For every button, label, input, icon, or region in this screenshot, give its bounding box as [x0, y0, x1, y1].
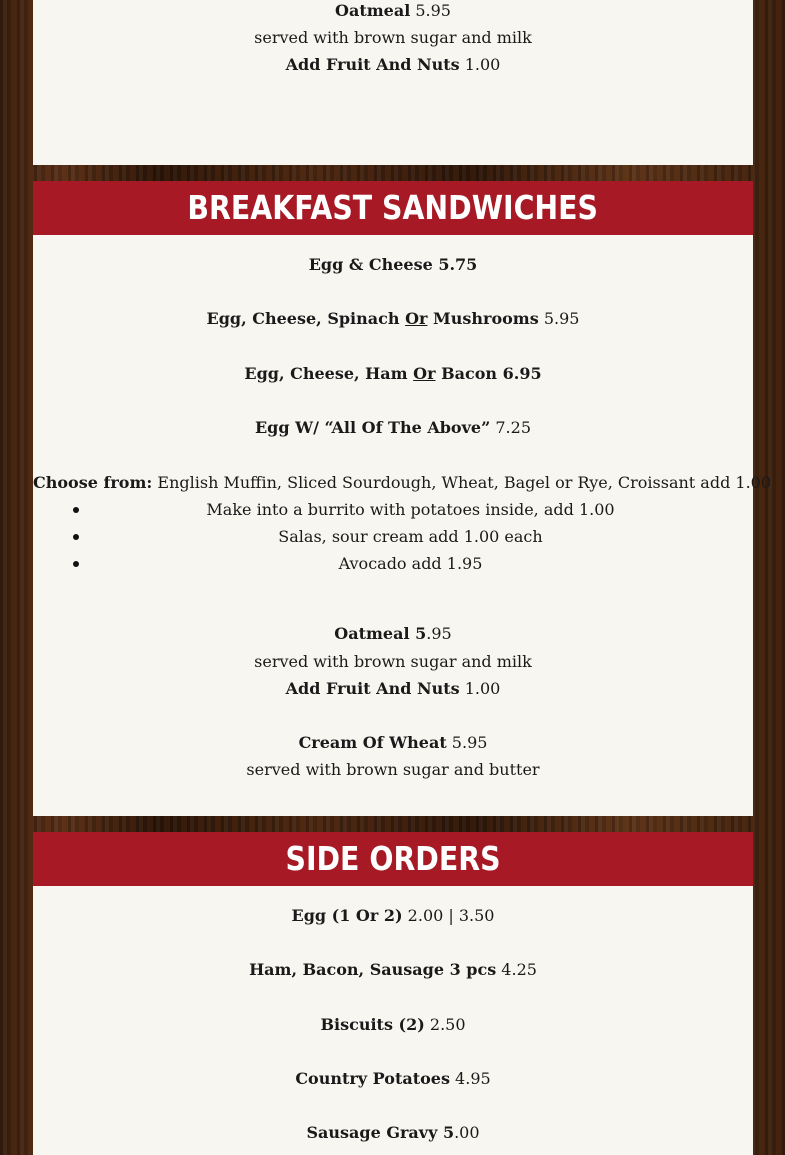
section-header-side-orders: [33, 832, 753, 886]
item-name: Ham, Bacon, Sausage 3 pcs: [249, 960, 497, 979]
item-price: 1.00: [464, 679, 501, 698]
item-name: Egg (1 Or 2): [291, 906, 403, 925]
menu-item-add-fruit: [33, 55, 753, 75]
section-title: SIDE ORDERS: [285, 839, 501, 878]
section-title: BREAKFAST SANDWICHES: [187, 188, 599, 227]
menu-item-biscuits: [33, 1015, 753, 1035]
item-price: .00: [454, 1123, 480, 1142]
breakfast-sandwiches-panel: [33, 235, 772, 816]
item-name-part: Bacon 6.95: [435, 364, 542, 383]
menu-item-egg-cheese: Egg & Cheese 5.75: [308, 255, 478, 274]
item-price: 2.00 | 3.50: [407, 906, 495, 925]
item-price: 4.25: [501, 960, 537, 979]
item-name: Oatmeal 5: [334, 624, 427, 643]
item-description: served with brown sugar and butter: [246, 760, 540, 779]
item-name: Country Potatoes: [295, 1069, 450, 1088]
item-price: 1.00: [464, 55, 501, 74]
item-name-or: Or: [405, 309, 428, 328]
menu-item-oatmeal: [33, 624, 753, 644]
item-price: 5.95: [451, 733, 488, 752]
item-name: Sausage Gravy 5: [306, 1123, 455, 1142]
item-name: Add Fruit And Nuts: [285, 679, 460, 698]
list-item-text: Salas, sour cream add 1.00 each: [278, 527, 543, 546]
section-header-breakfast-sandwiches: [33, 181, 753, 235]
item-price: 7.25: [495, 418, 531, 437]
side-orders-panel: [33, 886, 753, 1155]
item-price: .95: [426, 624, 452, 643]
bullet-icon: [73, 561, 79, 567]
menu-item-meats: [33, 960, 753, 980]
menu-item-sausage-gravy: [33, 1123, 753, 1143]
choose-label: Choose from:: [33, 473, 153, 492]
menu-item-egg-cheese-spinach: [33, 309, 753, 329]
item-name: Add Fruit And Nuts: [285, 55, 460, 74]
item-price: 5.95: [415, 1, 451, 20]
item-price: 5.95: [543, 309, 580, 328]
menu-item-egg-all: [33, 418, 753, 438]
item-name: Egg W/ “All Of The Above”: [254, 418, 491, 437]
item-name-part: Egg, Cheese, Spinach: [206, 309, 406, 328]
item-name-part: Mushrooms: [427, 309, 539, 328]
item-description: served with brown sugar and milk: [254, 652, 532, 671]
bullet-icon: [73, 534, 79, 540]
choose-text: English Muffin, Sliced Sourdough, Wheat, Bagel or Rye, Croissant add 1.00: [157, 473, 772, 492]
menu-item-cream-of-wheat: [33, 733, 753, 753]
item-price: 4.95: [455, 1069, 491, 1088]
hot-cereal-panel: [33, 0, 753, 165]
item-name: Cream Of Wheat: [298, 733, 447, 752]
bullet-icon: [73, 507, 79, 513]
menu-item-egg-cheese-ham: [33, 364, 753, 384]
item-name-or: Or: [413, 364, 436, 383]
item-description: served with brown sugar and milk: [254, 28, 532, 47]
menu-item-country-potatoes: [33, 1069, 753, 1089]
menu-item-egg: [33, 906, 753, 926]
item-name-part: Egg, Cheese, Ham: [244, 364, 414, 383]
menu-item-add-fruit: [33, 679, 753, 699]
bread-options: [33, 473, 772, 493]
item-price: 2.50: [429, 1015, 466, 1034]
list-item-text: Avocado add 1.95: [338, 554, 483, 573]
item-name: Oatmeal: [335, 1, 411, 20]
list-item-text: Make into a burrito with potatoes inside, add 1.00: [206, 500, 615, 519]
item-name: Biscuits (2): [320, 1015, 425, 1034]
menu-item-oatmeal: [33, 1, 753, 21]
